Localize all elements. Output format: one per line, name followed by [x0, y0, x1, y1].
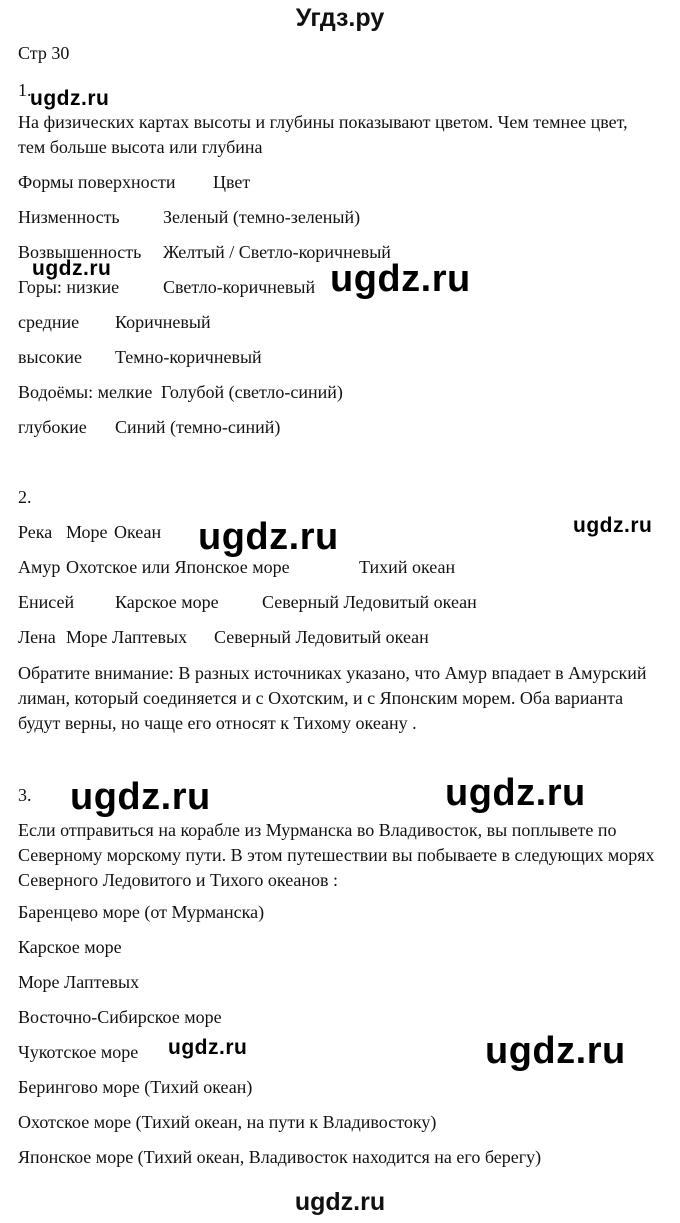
- river-amur: Амур: [18, 557, 61, 577]
- site-title: Угдз.ру: [295, 4, 385, 32]
- ocean-lena: Северный Ледовитый океан: [214, 627, 429, 647]
- row-color-upland: Желтый / Светло-коричневый: [163, 242, 391, 262]
- sea-lena: Море Лаптевых: [66, 627, 188, 647]
- row-form-high-mountains: высокие: [18, 347, 82, 367]
- row-form-shallow-water: Водоёмы: мелкие: [18, 382, 153, 402]
- section-3-number: 3.: [18, 785, 32, 805]
- watermark: ugdz.ru: [573, 514, 653, 537]
- sea-item-barents: Баренцево море (от Мурманска): [18, 902, 265, 922]
- header-sea: Море: [66, 522, 108, 542]
- row-form-low-mountains: Горы: низкие: [18, 277, 120, 297]
- row-color-deep-water: Синий (темно-синий): [115, 417, 281, 437]
- sea-item-okhotsk: Охотское море (Тихий океан, на пути к Владивостоку): [18, 1112, 437, 1132]
- sea-item-east-siberian: Восточно-Сибирское море: [18, 1007, 222, 1027]
- row-form-lowland: Низменность: [18, 207, 120, 227]
- page-reference: Стр 30: [18, 43, 70, 63]
- watermark: ugdz.ru: [32, 257, 112, 280]
- river-yenisei: Енисей: [18, 592, 75, 612]
- table-header-color: Цвет: [213, 172, 251, 192]
- watermark: ugdz.ru: [485, 1030, 626, 1072]
- watermark: ugdz.ru: [330, 258, 471, 300]
- header-ocean: Океан: [114, 522, 162, 542]
- row-color-mid-mountains: Коричневый: [115, 312, 211, 332]
- sea-item-japan: Японское море (Тихий океан, Владивосток находится на его берегу): [18, 1147, 542, 1167]
- watermark: ugdz.ru: [70, 776, 211, 818]
- watermark: ugdz.ru: [445, 772, 586, 814]
- watermark: ugdz.ru: [30, 87, 110, 110]
- sea-item-chukchi: Чукотское море: [18, 1042, 139, 1062]
- section-1-number: 1.: [18, 80, 32, 100]
- row-form-upland: Возвышенность: [18, 242, 142, 262]
- sea-yenisei: Карское море: [115, 592, 219, 612]
- watermark: ugdz.ru: [198, 516, 339, 558]
- row-color-low-mountains: Светло-коричневый: [163, 277, 316, 297]
- row-form-deep-water: глубокие: [18, 417, 87, 437]
- section-1-intro: На физических картах высоты и глубины показывают цветом. Чем темнее цвет, тем больше высота или глубина: [18, 112, 628, 157]
- sea-item-kara: Карское море: [18, 937, 122, 957]
- row-color-high-mountains: Темно-коричневый: [115, 347, 262, 367]
- row-form-mid-mountains: средние: [18, 312, 80, 332]
- footer-watermark: ugdz.ru: [294, 1188, 386, 1216]
- table-header-surface-forms: Формы поверхности: [18, 172, 176, 192]
- row-color-lowland: Зеленый (темно-зеленый): [163, 207, 361, 227]
- section-3-intro: Если отправиться на корабле из Мурманска во Владивосток, вы поплывете по Северному морскому пути. В этом путешествии вы побываете в следующих морях Северного Ледовитого и Тихого океанов :: [18, 820, 655, 890]
- river-lena: Лена: [18, 627, 56, 647]
- header-river: Река: [18, 522, 53, 542]
- sea-amur: Охотское или Японское море: [66, 557, 290, 577]
- section-2-note: Обратите внимание: В разных источниках указано, что Амур впадает в Амурский лиман, который соединяется и с Охотским, и с Японским морем. Оба варианта будут верны, но чаще его относят к Тихому океану .: [18, 663, 647, 733]
- sea-item-laptev: Море Лаптевых: [18, 972, 140, 992]
- watermark: ugdz.ru: [168, 1036, 248, 1059]
- section-2-number: 2.: [18, 487, 32, 507]
- sea-item-bering: Берингово море (Тихий океан): [18, 1077, 253, 1097]
- ocean-yenisei: Северный Ледовитый океан: [262, 592, 477, 612]
- row-color-shallow-water: Голубой (светло-синий): [161, 382, 343, 402]
- ocean-amur: Тихий океан: [359, 557, 456, 577]
